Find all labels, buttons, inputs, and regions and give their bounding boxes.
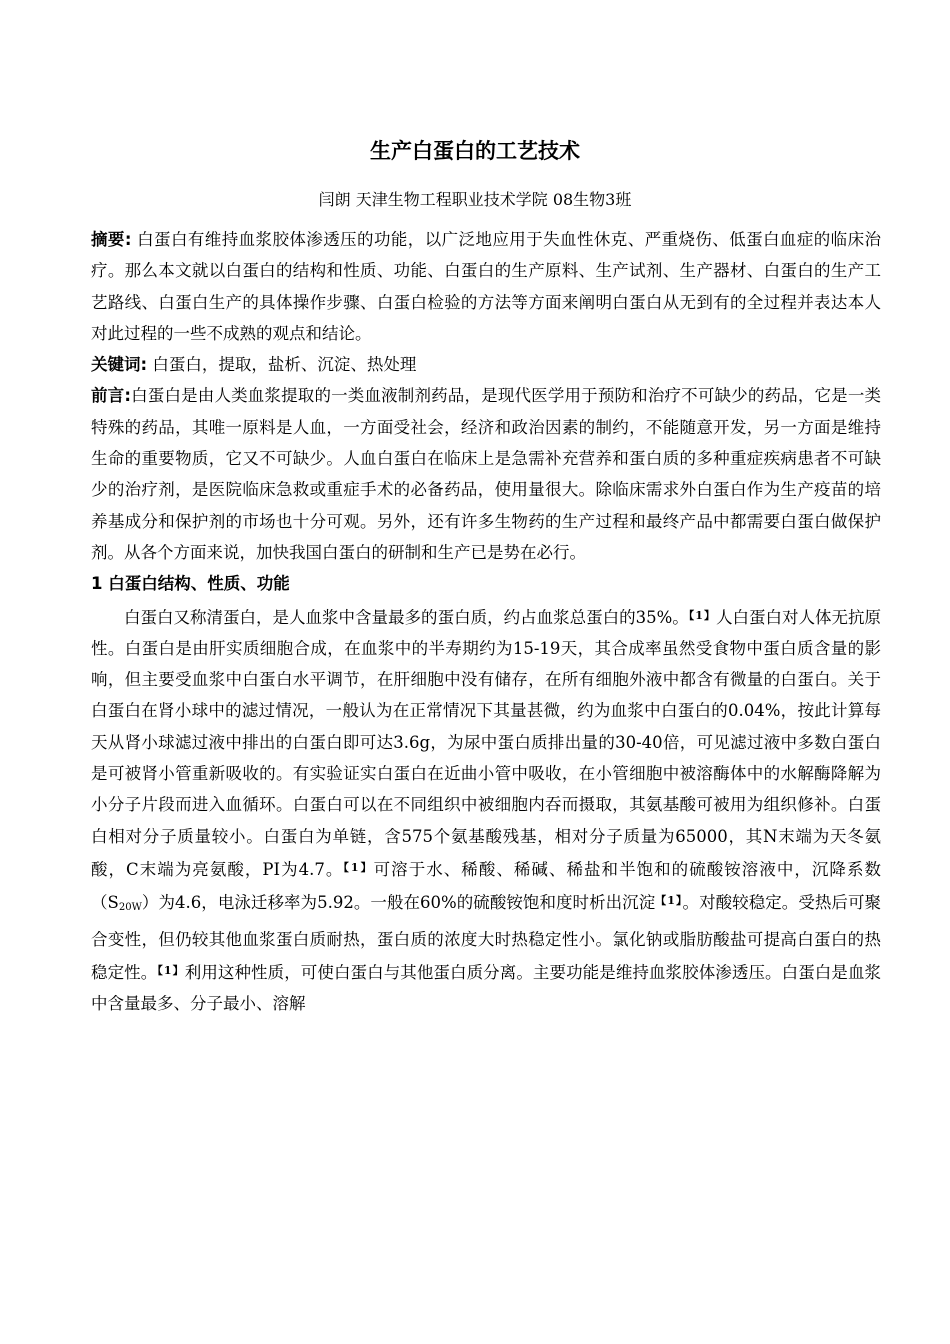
paper-title: 生产白蛋白的工艺技术 — [370, 139, 580, 163]
preface-paragraph — [91, 380, 881, 568]
section-1-paragraph: 白蛋白又称清蛋白，是人血浆中含量最多的蛋白质，约占血浆总蛋白的35%。$^{【1】}$人白蛋白对人体无抗原性。白蛋白是由肝实质细胞合成，在血浆中的半寿期约为15-19天，其合成率虽然受食物中蛋白质含量的影响，但主要受血浆中白蛋白水平调节，在肝细胞中没有储存，在所有细胞外液中都含有微量的白蛋白。关于白蛋白在肾小球中的滤过情况，一般认为在正常情况下其量甚微，约为血浆中白蛋白的0.04%，按此计算每天从肾小球滤过液中排出的白蛋白即可达3.6g，为尿中蛋白质排出量的30-40倍，可见滤过液中多数白蛋白是可被肾小管重新吸收的。有实验证实白蛋白在近曲小管中吸收，在小管细胞中被溶酶体中的水解酶降解为小分子片段而进入血循环。白蛋白可以在不同组织中被细胞内吞而摄取，其氨基酸可被用为组织修补。白蛋白相对分子质量较小。白蛋白为单链，含575个氨基酸残基，相对分子质量为65000，其N末端为天冬氨酸，C末端为亮氨酸，PI为4.7。$^{【1】}$可溶于水、稀酸、稀碱、稀盐和半饱和的硫酸铵溶液中，沉降系数$(S_{20W})$为4.6，电泳迁移率为5.92。一般在60%的硫酸铵饱和度时析出沉淀$^{【1】}$。对酸较稳定。受热后可聚合变性，但仍较其他血浆蛋白质耐热，蛋白质的浓度大时热稳定性小。氯化钠或脂肪酸盐可提高白蛋白的热稳定性。$^{【1】}$利用这种性质，可使白蛋白与其他蛋白质分离。主要功能是维持血浆胶体渗透压。白蛋白是血浆中含量最多、分子最小、溶解 — [91, 607, 882, 1014]
abstract-label: 摘要: — [91, 230, 132, 249]
citation-ref: 【1】 — [688, 608, 716, 622]
abstract-paragraph — [91, 224, 881, 349]
citation-ref: 【1】 — [655, 894, 683, 908]
keywords-label: 关键词: — [91, 355, 148, 375]
preface-label: 前言: — [91, 386, 131, 406]
citation-ref: 【1】 — [343, 860, 374, 874]
section-1-heading: 1 白蛋白结构、性质、功能 — [91, 574, 290, 594]
author-line: 闫朗 天津生物工程职业技术学院 08生物3班 — [318, 190, 632, 209]
abstract-text: 白蛋白有维持血浆胶体渗透压的功能，以广泛地应用于失血性休克、严重烧伤、低蛋白血症的临床治疗。那么本文就以白蛋白的结构和性质、功能、白蛋白的生产原料、生产试剂、生产器材、白蛋白的生产工艺路线、白蛋白生产的具体操作步骤、白蛋白检验的方法等方面来阐明白蛋白从无到有的全过程并表达本人对此过程的一些不成熟的观点和结论。 — [91, 230, 882, 343]
sedimentation-subscript: 20W — [118, 902, 142, 914]
citation-ref: 【1】 — [157, 963, 185, 977]
keywords-text: 白蛋白，提取，盐析、沉淀、热处理 — [152, 355, 417, 375]
paper-body — [91, 224, 881, 1019]
keywords-paragraph — [91, 349, 881, 380]
preface-text: 白蛋白是由人类血浆提取的一类血液制剂药品，是现代医学用于预防和治疗不可缺少的药品，它是一类特殊的药品，其唯一原料是人血，一方面受社会，经济和政治因素的制约，不能随意开发，另一方面是维持生命的重要物质，它又不可缺少。人血白蛋白在临床上是急需补充营养和蛋白质的多种重症疾病患者不可缺少的治疗剂，是医院临床急救或重症手术的必备药品，使用量很大。除临床需求外白蛋白作为生产疫苗的培养基成分和保护剂的市场也十分可观。另外，还有许多生物药的生产过程和最终产品中都需要白蛋白做保护剂。从各个方面来说，加快我国白蛋白的研制和生产已是势在必行。 — [91, 386, 882, 562]
